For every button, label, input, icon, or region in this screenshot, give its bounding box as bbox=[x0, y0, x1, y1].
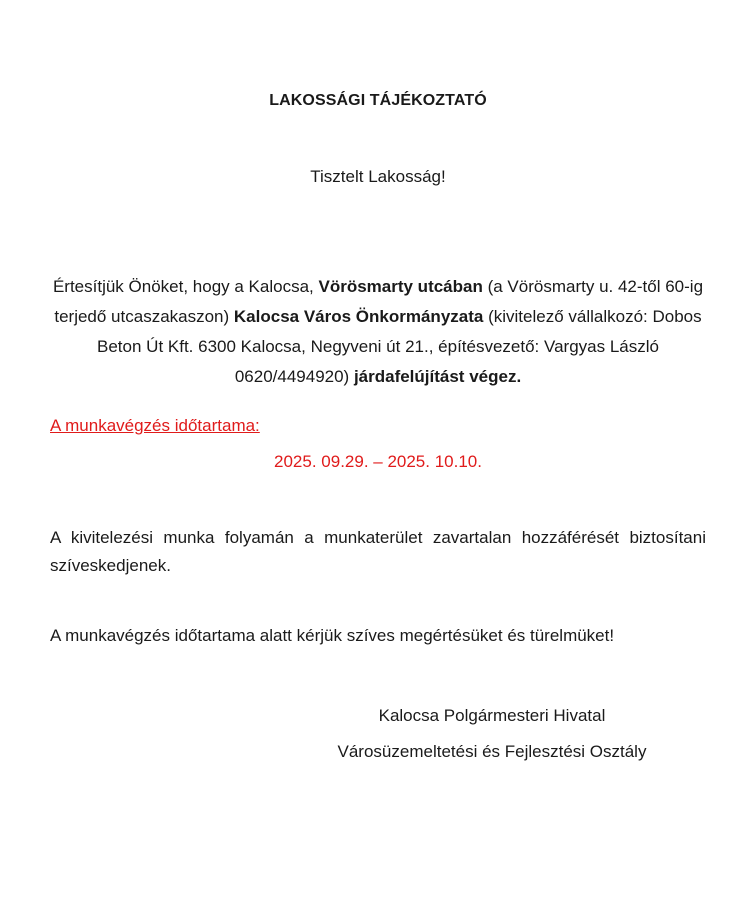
duration-value: 2025. 09.29. – 2025. 10.10. bbox=[274, 452, 482, 471]
signature-department: Városüzemeltetési és Fejlesztési Osztály bbox=[337, 742, 647, 761]
intro-street-name: Vörösmarty utcában bbox=[318, 277, 483, 296]
notice-title: LAKOSSÁGI TÁJÉKOZTATÓ bbox=[269, 92, 487, 109]
intro-paragraph bbox=[48, 272, 708, 392]
access-request-paragraph: A kivitelezési munka folyamán a munkaterület zavartalan hozzáférését biztosítani szíveskedjenek. bbox=[50, 528, 706, 575]
intro-text-3: (kivitelező vállalkozó: Dobos Beton Út Kft. 6300 Kalocsa, Negyveni út 21., építésvezető: Vargyas László 0620/4494920) bbox=[97, 307, 702, 386]
patience-request-paragraph: A munkavégzés időtartama alatt kérjük szíves megértésüket és türelmüket! bbox=[50, 626, 615, 645]
signature-office: Kalocsa Polgármesteri Hivatal bbox=[378, 706, 606, 725]
intro-text-2: (a Vörösmarty u. 42-től 60-ig terjedő utcaszakaszon) bbox=[54, 277, 704, 326]
intro-work-type: járdafelújítást végez. bbox=[353, 367, 522, 386]
salutation: Tisztelt Lakosság! bbox=[310, 167, 446, 186]
duration-label: A munkavégzés időtartama: bbox=[50, 416, 260, 435]
intro-text-1: Értesítjük Önöket, hogy a Kalocsa, bbox=[52, 277, 319, 296]
signature-block bbox=[320, 698, 664, 770]
intro-organization: Kalocsa Város Önkormányzata bbox=[233, 307, 484, 326]
